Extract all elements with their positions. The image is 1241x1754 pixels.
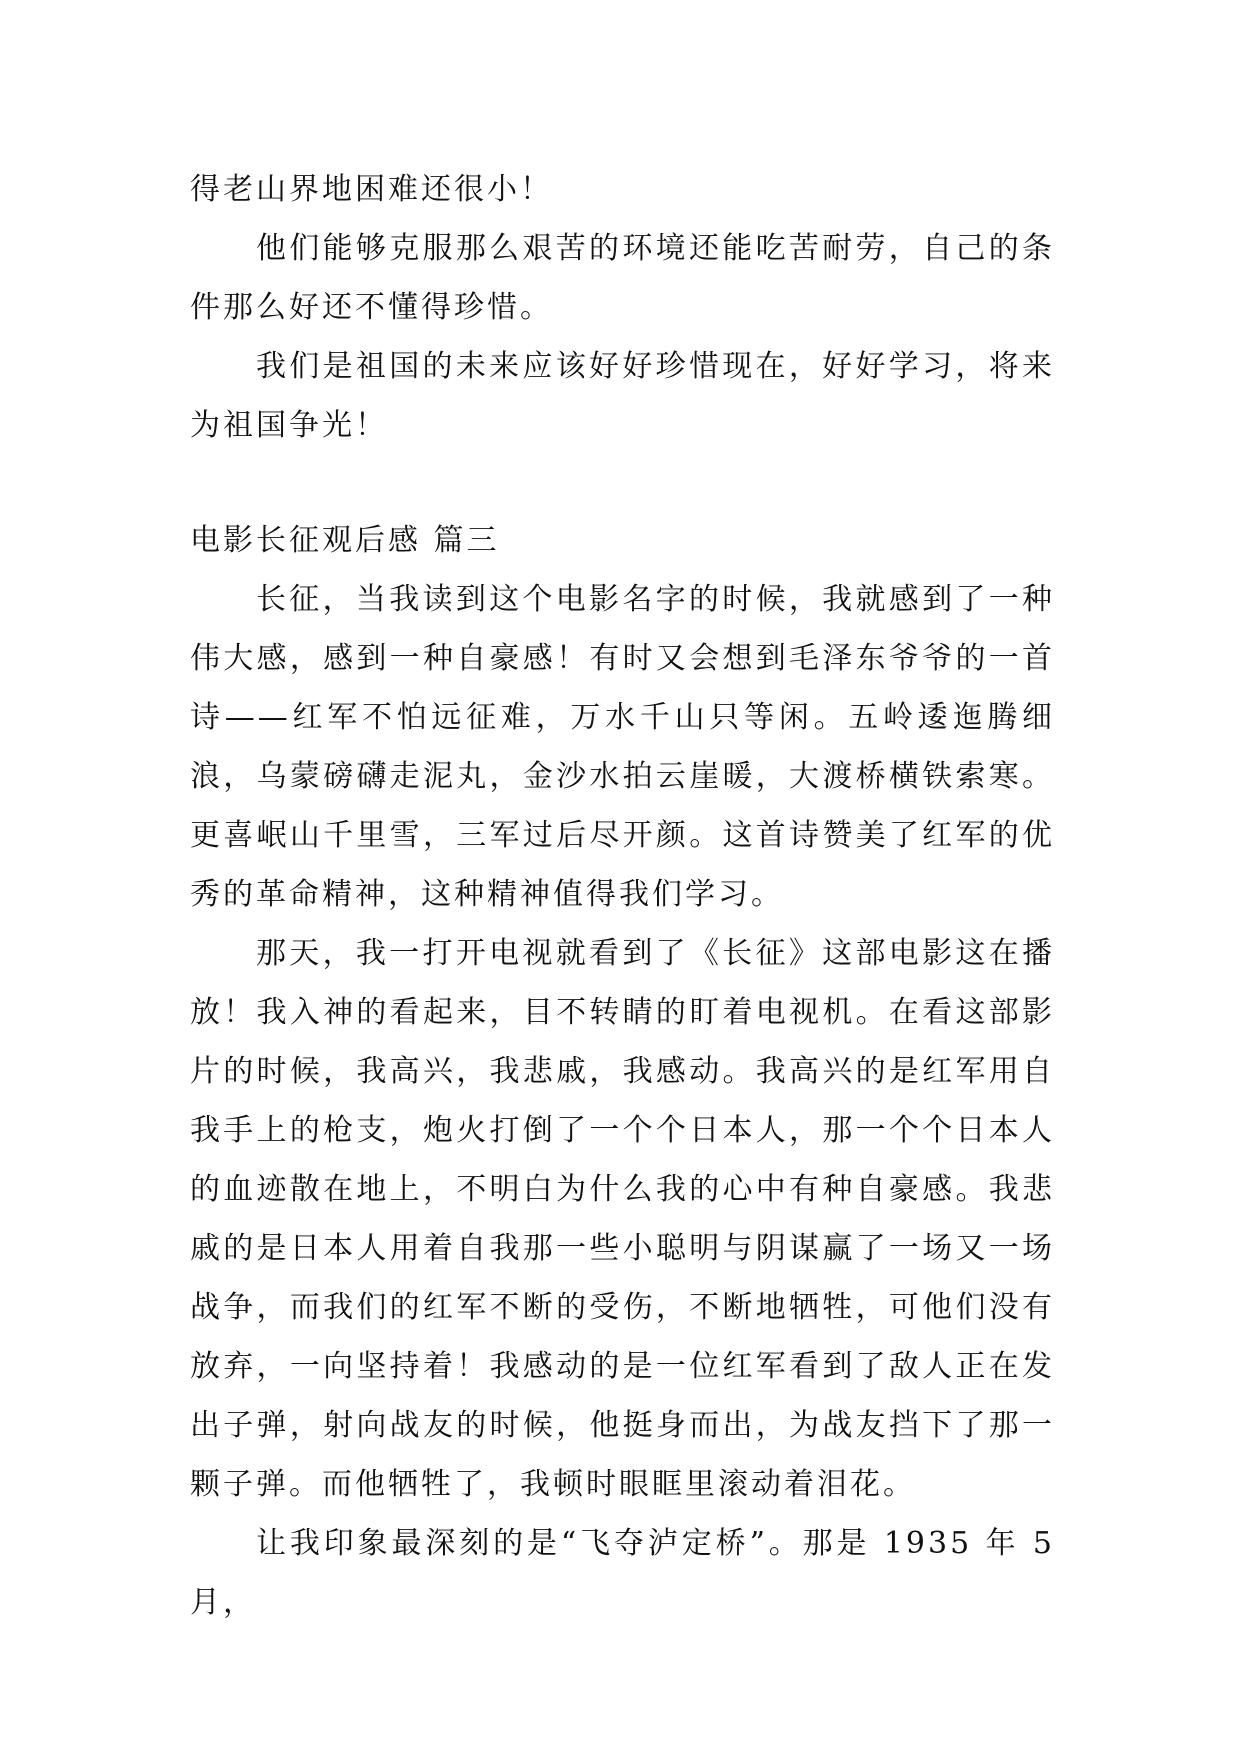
document-page (190, 160, 1055, 1632)
paragraph: 长征，当我读到这个电影名字的时候，我就感到了一种伟大感，感到一种自豪感！有时又会想到毛泽东爷爷的一首诗——红军不怕远征难，万水千山只等闲。五岭逶迤腾细浪，乌蒙磅礴走泥丸，金沙水拍云崖暖，大渡桥横铁索寒。更喜岷山千里雪，三军过后尽开颜。这首诗赞美了红军的优秀的革命精神，这种精神值得我们学习。 (190, 582, 1055, 912)
paragraph: 那天，我一打开电视就看到了《长征》这部电影这在播放！我入神的看起来，目不转睛的盯着电视机。在看这部影片的时候，我高兴，我悲戚，我感动。我高兴的是红军用自我手上的枪支，炮火打倒了一个个日本人，那一个个日本人的血迹散在地上，不明白为什么我的心中有种自豪感。我悲戚的是日本人用着自我那一些小聪明与阴谋赢了一场又一场战争，而我们的红军不断的受伤，不断地牺牲，可他们没有放弃，一向坚持着！我感动的是一位红军看到了敌人正在发出子弹，射向战友的时候，他挺身而出，为战友挡下了那一颗子弹。而他牺牲了，我顿时眼眶里滚动着泪花。 (190, 936, 1055, 1502)
paragraph-continuation: 得老山界地困难还很小！ (190, 172, 553, 207)
paragraph: 让我印象最深刻的是“飞夺泸定桥”。那是 1935 年 5 月， (190, 1526, 1055, 1620)
paragraph: 我们是祖国的未来应该好好珍惜现在，好好学习，将来为祖国争光！ (190, 349, 1055, 443)
paragraph: 他们能够克服那么艰苦的环境还能吃苦耐劳，自己的条件那么好还不懂得珍惜。 (190, 231, 1055, 325)
section-heading: 电影长征观后感 篇三 (190, 523, 500, 558)
